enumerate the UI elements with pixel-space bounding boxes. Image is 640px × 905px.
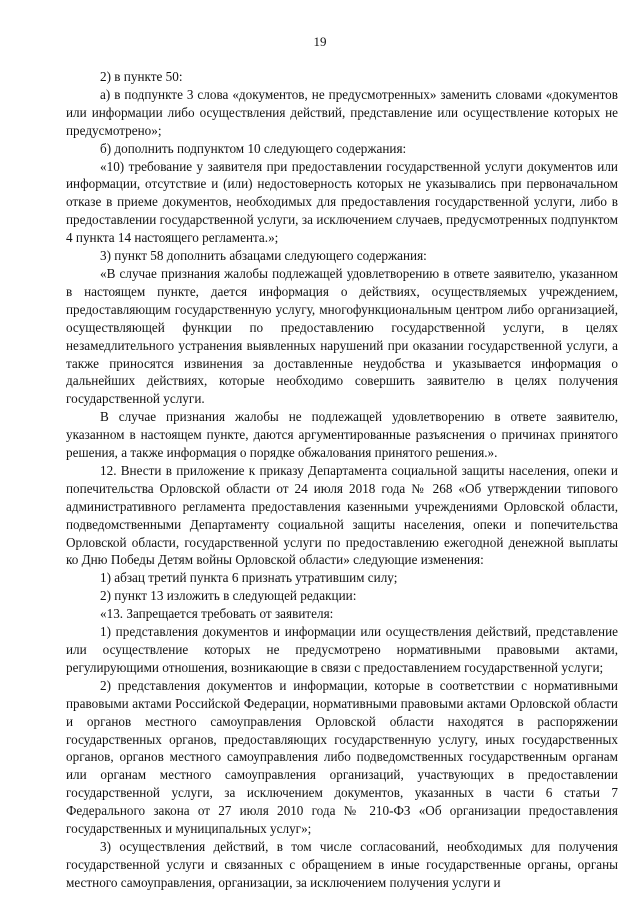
paragraph: б) дополнить подпунктом 10 следующего содержания: xyxy=(100,140,407,156)
paragraph: 2) представления документов и информации, которые в соответствии с нормативными правовыми актами Российской Федерации, нормативными правовыми актами Орловской области и органов местного самоуправления Орловской области находятся в распоряжении государственных органов, предоставляющих государственную услугу, иных государственных органов, органов местного самоуправления либо подведомственных государственным органам или органам местного самоуправления организаций, участвующих в предоставлении государственной услуги, за исключением документов, указанных в части 6 статьи 7 Федерального закона от 27 июля 2010 года № 210-ФЗ «Об организации предоставления государственных и муниципальных услуг»; xyxy=(66,677,618,837)
paragraph: а) в подпункте 3 слова «документов, не предусмотренных» заменить словами «документов или информации либо осуществления действий, представление или осуществление которых не предусмотрено»; xyxy=(66,86,618,138)
paragraph: «10) требование у заявителя при предоставлении государственной услуги документов или информации, отсутствие и (или) недостоверность которых не указывались при первоначальном отказе в приеме документов, необходимых для предоставления государственной услуги, либо в предоставлении государственной услуги, за исключением случаев, предусмотренных подпунктом 4 пункта 14 настоящего регламента.»; xyxy=(66,158,618,246)
paragraph: В случае признания жалобы не подлежащей удовлетворению в ответе заявителю, указанном в настоящем пункте, даются аргументированные разъяснения о причинах принятого решения, а также информация о порядке обжалования принятого решения.». xyxy=(66,409,618,461)
paragraph: 1) абзац третий пункта 6 признать утратившим силу; xyxy=(100,570,398,586)
paragraph: 12. Внести в приложение к приказу Департамента социальной защиты населения, опеки и попечительства Орловской области от 24 июля 2018 года № 268 «Об утверждении типового административного регламента предоставления казенными учреждениями Орловской области, подведомственными Департаменту социальной защиты населения, опеки и попечительства Орловской области, государственной услуги по предоставлению ежегодной денежной выплаты ко Дню Победы Детям войны Орловской области» следующие изменения: xyxy=(66,462,618,568)
paragraph: 3) пункт 58 дополнить абзацами следующего содержания: xyxy=(100,248,427,264)
paragraph: «13. Запрещается требовать от заявителя: xyxy=(100,606,334,622)
paragraph: «В случае признания жалобы подлежащей удовлетворению в ответе заявителю, указанном в настоящем пункте, дается информация о действиях, осуществляемых учреждением, предоставляющим государственную услугу, многофункциональным центром либо организацией, осуществляющей функции по предоставлению государственной услуги, в целях незамедлительного устранения выявленных нарушений при оказании государственной услуги, а также приносятся извинения за доставленные неудобства и указывается информация о дальнейших действиях, которые необходимо совершить заявителю в целях получения государственной услуги. xyxy=(66,265,618,407)
paragraph: 2) пункт 13 изложить в следующей редакции: xyxy=(100,588,357,604)
paragraph: 3) осуществления действий, в том числе согласований, необходимых для получения государственной услуги и связанных с обращением в иные государственные органы, органы местного самоуправления, организации, за исключением получения услуги и xyxy=(66,838,618,890)
page-number: 19 xyxy=(313,34,327,49)
document-body xyxy=(66,68,618,892)
paragraph: 2) в пункте 50: xyxy=(100,69,183,84)
paragraph: 1) представления документов и информации или осуществления действий, представление или осуществление которых не предусмотрено нормативными правовыми актами, регулирующими отношения, возникающие в связи с предоставлением государственной услуги; xyxy=(66,624,618,675)
